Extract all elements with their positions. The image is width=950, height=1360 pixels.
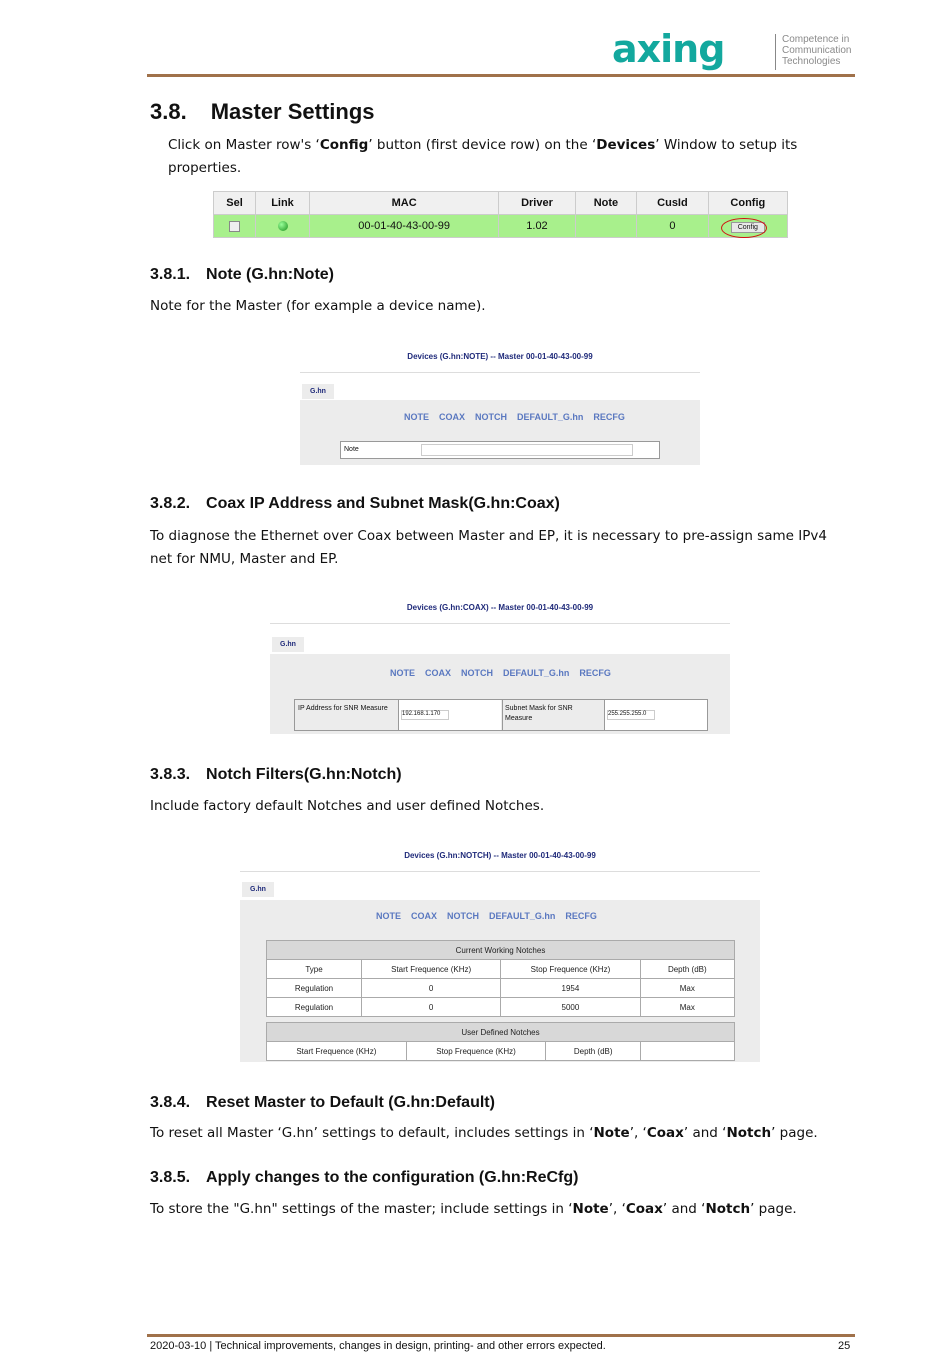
- svg-text:axing: axing: [612, 32, 725, 71]
- tab-ghn[interactable]: G.hn: [272, 637, 304, 652]
- footer-rule: [147, 1334, 855, 1337]
- ghn-tabs: [376, 911, 607, 921]
- intro-text: Click on Master row's ‘Config’ button (first device row) on the ‘Devices’ Window to setup its properties.: [168, 137, 798, 176]
- note-row: Note: [340, 441, 660, 459]
- coax-text: To diagnose the Ethernet over Coax between Master and EP, it is necessary to pre-assign same IPv4 net for NMU, Master and EP.: [150, 528, 827, 567]
- subsection-title-note: 3.8.1. Note (G.hn:Note): [150, 266, 335, 283]
- tab-note[interactable]: NOTE: [390, 668, 416, 678]
- tab-notch[interactable]: NOTCH: [461, 668, 494, 678]
- header-rule: [147, 74, 855, 77]
- window-title: Devices (G.hn:NOTE) -- Master 00-01-40-43-00-99: [407, 352, 593, 361]
- tab-recfg[interactable]: RECFG: [579, 668, 611, 678]
- window-title: Devices (G.hn:COAX) -- Master 00-01-40-43-00-99: [406, 603, 594, 612]
- table-row: Regulation 0 5000 Max: [267, 998, 735, 1017]
- subnet-mask-input[interactable]: 255.255.255.0: [607, 710, 655, 720]
- tab-note[interactable]: NOTE: [376, 911, 402, 921]
- highlight-circle: [721, 218, 767, 238]
- table-row: Regulation 0 1954 Max: [267, 979, 735, 998]
- current-notches-table: Current Working Notches Type Start Frequence (KHz) Stop Frequence (KHz) Depth (dB) Regulation 0 1954 Max Regulation 0 5000 Max: [266, 940, 735, 1017]
- note-text: Note for the Master (for example a device name).: [150, 298, 486, 314]
- tab-note[interactable]: NOTE: [404, 412, 430, 422]
- company-tagline: Competence in Communication Technologies: [775, 34, 851, 70]
- coax-row: IP Address for SNR Measure 192.168.1.170 Subnet Mask for SNR Measure 255.255.255.0: [294, 699, 708, 731]
- tab-coax[interactable]: COAX: [439, 412, 466, 422]
- tab-recfg[interactable]: RECFG: [593, 412, 625, 422]
- tab-default[interactable]: DEFAULT_G.hn: [489, 911, 556, 921]
- ghn-tabs: [390, 668, 621, 678]
- tab-default[interactable]: DEFAULT_G.hn: [503, 668, 570, 678]
- note-input[interactable]: [421, 444, 633, 456]
- subsection-title-notch: 3.8.3. Notch Filters(G.hn:Notch): [150, 766, 402, 783]
- subsection-title-coax: 3.8.2. Coax IP Address and Subnet Mask(G.hn:Coax): [150, 495, 560, 512]
- link-status-icon: [278, 221, 288, 231]
- table-row: 00-01-40-43-00-99 1.02 0 Config: [214, 215, 788, 238]
- section-title: 3.8. Master Settings: [150, 99, 375, 124]
- tab-ghn[interactable]: G.hn: [302, 384, 334, 399]
- tab-ghn[interactable]: G.hn: [242, 882, 274, 897]
- footer-text: 2020-03-10 | Technical improvements, changes in design, printing- and other errors expected.: [150, 1340, 606, 1352]
- tab-coax[interactable]: COAX: [425, 668, 452, 678]
- tab-default[interactable]: DEFAULT_G.hn: [517, 412, 584, 422]
- user-notches-table: User Defined Notches Start Frequence (KHz) Stop Frequence (KHz) Depth (dB): [266, 1022, 735, 1061]
- default-text: To reset all Master ‘G.hn’ settings to default, includes settings in ‘Note’, ‘Coax’ and ‘Notch’ page.: [150, 1125, 818, 1141]
- page-number: 25: [838, 1340, 851, 1352]
- window-title: Devices (G.hn:NOTCH) -- Master 00-01-40-43-00-99: [404, 851, 596, 860]
- config-button[interactable]: Config: [731, 222, 765, 233]
- tab-coax[interactable]: COAX: [411, 911, 438, 921]
- devices-table: Sel Link MAC Driver Note CusId Config 00-01-40-43-00-99 1.02 0 Config: [213, 191, 788, 238]
- ghn-tabs: [404, 412, 635, 422]
- recfg-text: To store the "G.hn" settings of the master; include settings in ‘Note’, ‘Coax’ and ‘Notch’ page.: [150, 1201, 797, 1217]
- tab-notch[interactable]: NOTCH: [475, 412, 508, 422]
- select-checkbox[interactable]: [229, 221, 240, 232]
- tab-recfg[interactable]: RECFG: [565, 911, 597, 921]
- notch-text: Include factory default Notches and user defined Notches.: [150, 798, 545, 814]
- ip-address-input[interactable]: 192.168.1.170: [401, 710, 449, 720]
- subsection-title-default: 3.8.4. Reset Master to Default (G.hn:Default): [150, 1094, 495, 1111]
- axing-logo: [612, 32, 772, 74]
- subsection-title-recfg: 3.8.5. Apply changes to the configuration (G.hn:ReCfg): [150, 1169, 579, 1186]
- tab-notch[interactable]: NOTCH: [447, 911, 480, 921]
